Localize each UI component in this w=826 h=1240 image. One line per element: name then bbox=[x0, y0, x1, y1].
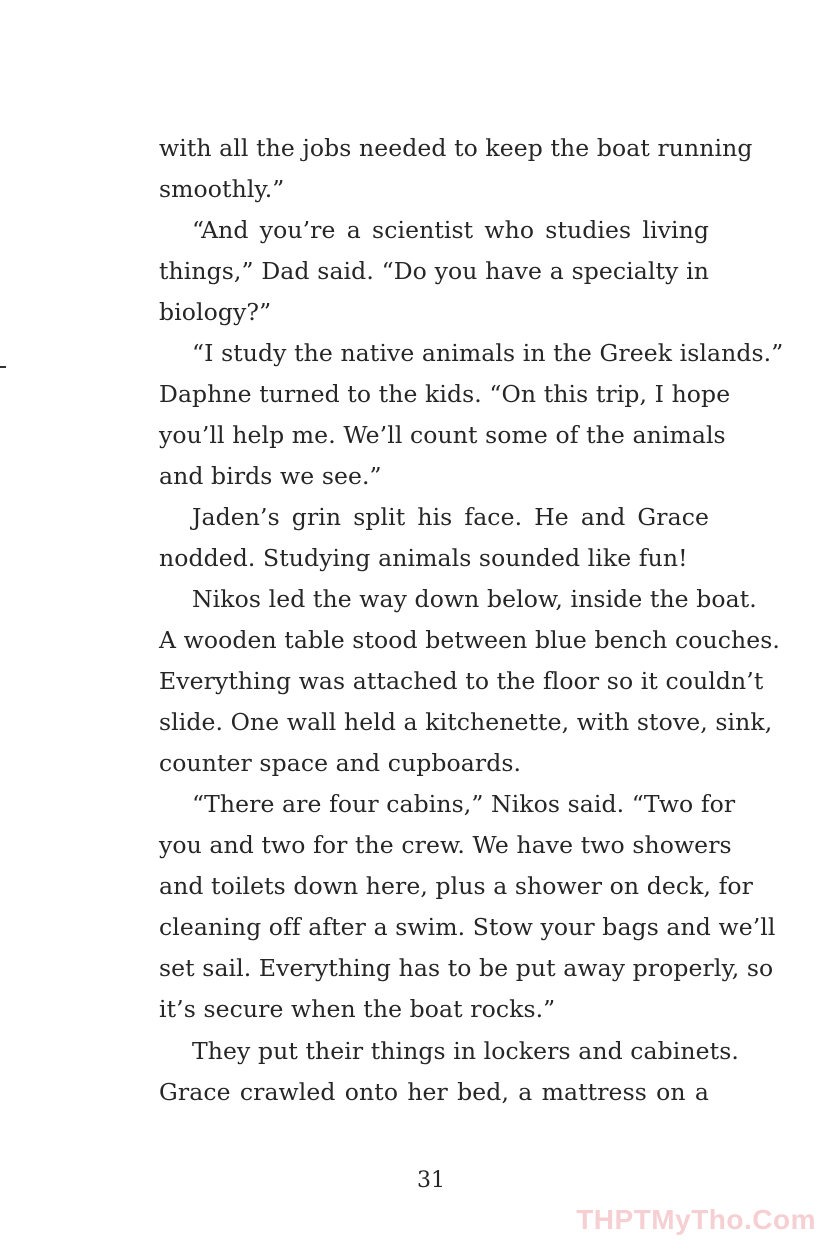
paragraph-first-line: Nikos led the way down below, inside the boat. bbox=[192, 585, 757, 613]
page-number: 31 bbox=[417, 1168, 445, 1193]
text-line: things,” Dad said. “Do you have a specialty in bbox=[159, 257, 709, 285]
text-line: you and two for the crew. We have two showers bbox=[159, 831, 732, 859]
text-line: with all the jobs needed to keep the boat running bbox=[159, 134, 753, 162]
paragraph-first-line: Jaden’s grin split his face. He and Grace bbox=[192, 503, 709, 531]
text-line: nodded. Studying animals sounded like fun! bbox=[159, 544, 688, 572]
text-line: smoothly.” bbox=[159, 175, 285, 203]
text-line: biology?” bbox=[159, 298, 272, 326]
text-line: Daphne turned to the kids. “On this trip, I hope bbox=[159, 380, 731, 408]
paragraph-first-line: “And you’re a scientist who studies living bbox=[192, 216, 709, 244]
text-line: counter space and cupboards. bbox=[159, 749, 522, 777]
text-line: Everything was attached to the floor so it couldn’t bbox=[159, 667, 764, 695]
watermark: THPTMyTho.Com bbox=[576, 1204, 816, 1235]
margin-mark bbox=[0, 366, 6, 368]
text-line: and toilets down here, plus a shower on deck, for bbox=[159, 872, 753, 900]
text-line: set sail. Everything has to be put away properly, so bbox=[159, 954, 774, 982]
text-line: cleaning off after a swim. Stow your bags and we’ll bbox=[159, 913, 776, 941]
text-line: and birds we see.” bbox=[159, 462, 382, 490]
text-line: you’ll help me. We’ll count some of the animals bbox=[159, 421, 726, 449]
paragraph-first-line: “There are four cabins,” Nikos said. “Two for bbox=[192, 790, 736, 818]
text-line: A wooden table stood between blue bench couches. bbox=[159, 626, 780, 654]
paragraph-first-line: “I study the native animals in the Greek islands.” bbox=[192, 339, 784, 367]
text-line: slide. One wall held a kitchenette, with stove, sink, bbox=[159, 708, 773, 736]
paragraph-first-line: They put their things in lockers and cabinets. bbox=[192, 1037, 739, 1065]
text-line: it’s secure when the boat rocks.” bbox=[159, 995, 556, 1023]
text-line: Grace crawled onto her bed, a mattress on a bbox=[159, 1078, 709, 1106]
